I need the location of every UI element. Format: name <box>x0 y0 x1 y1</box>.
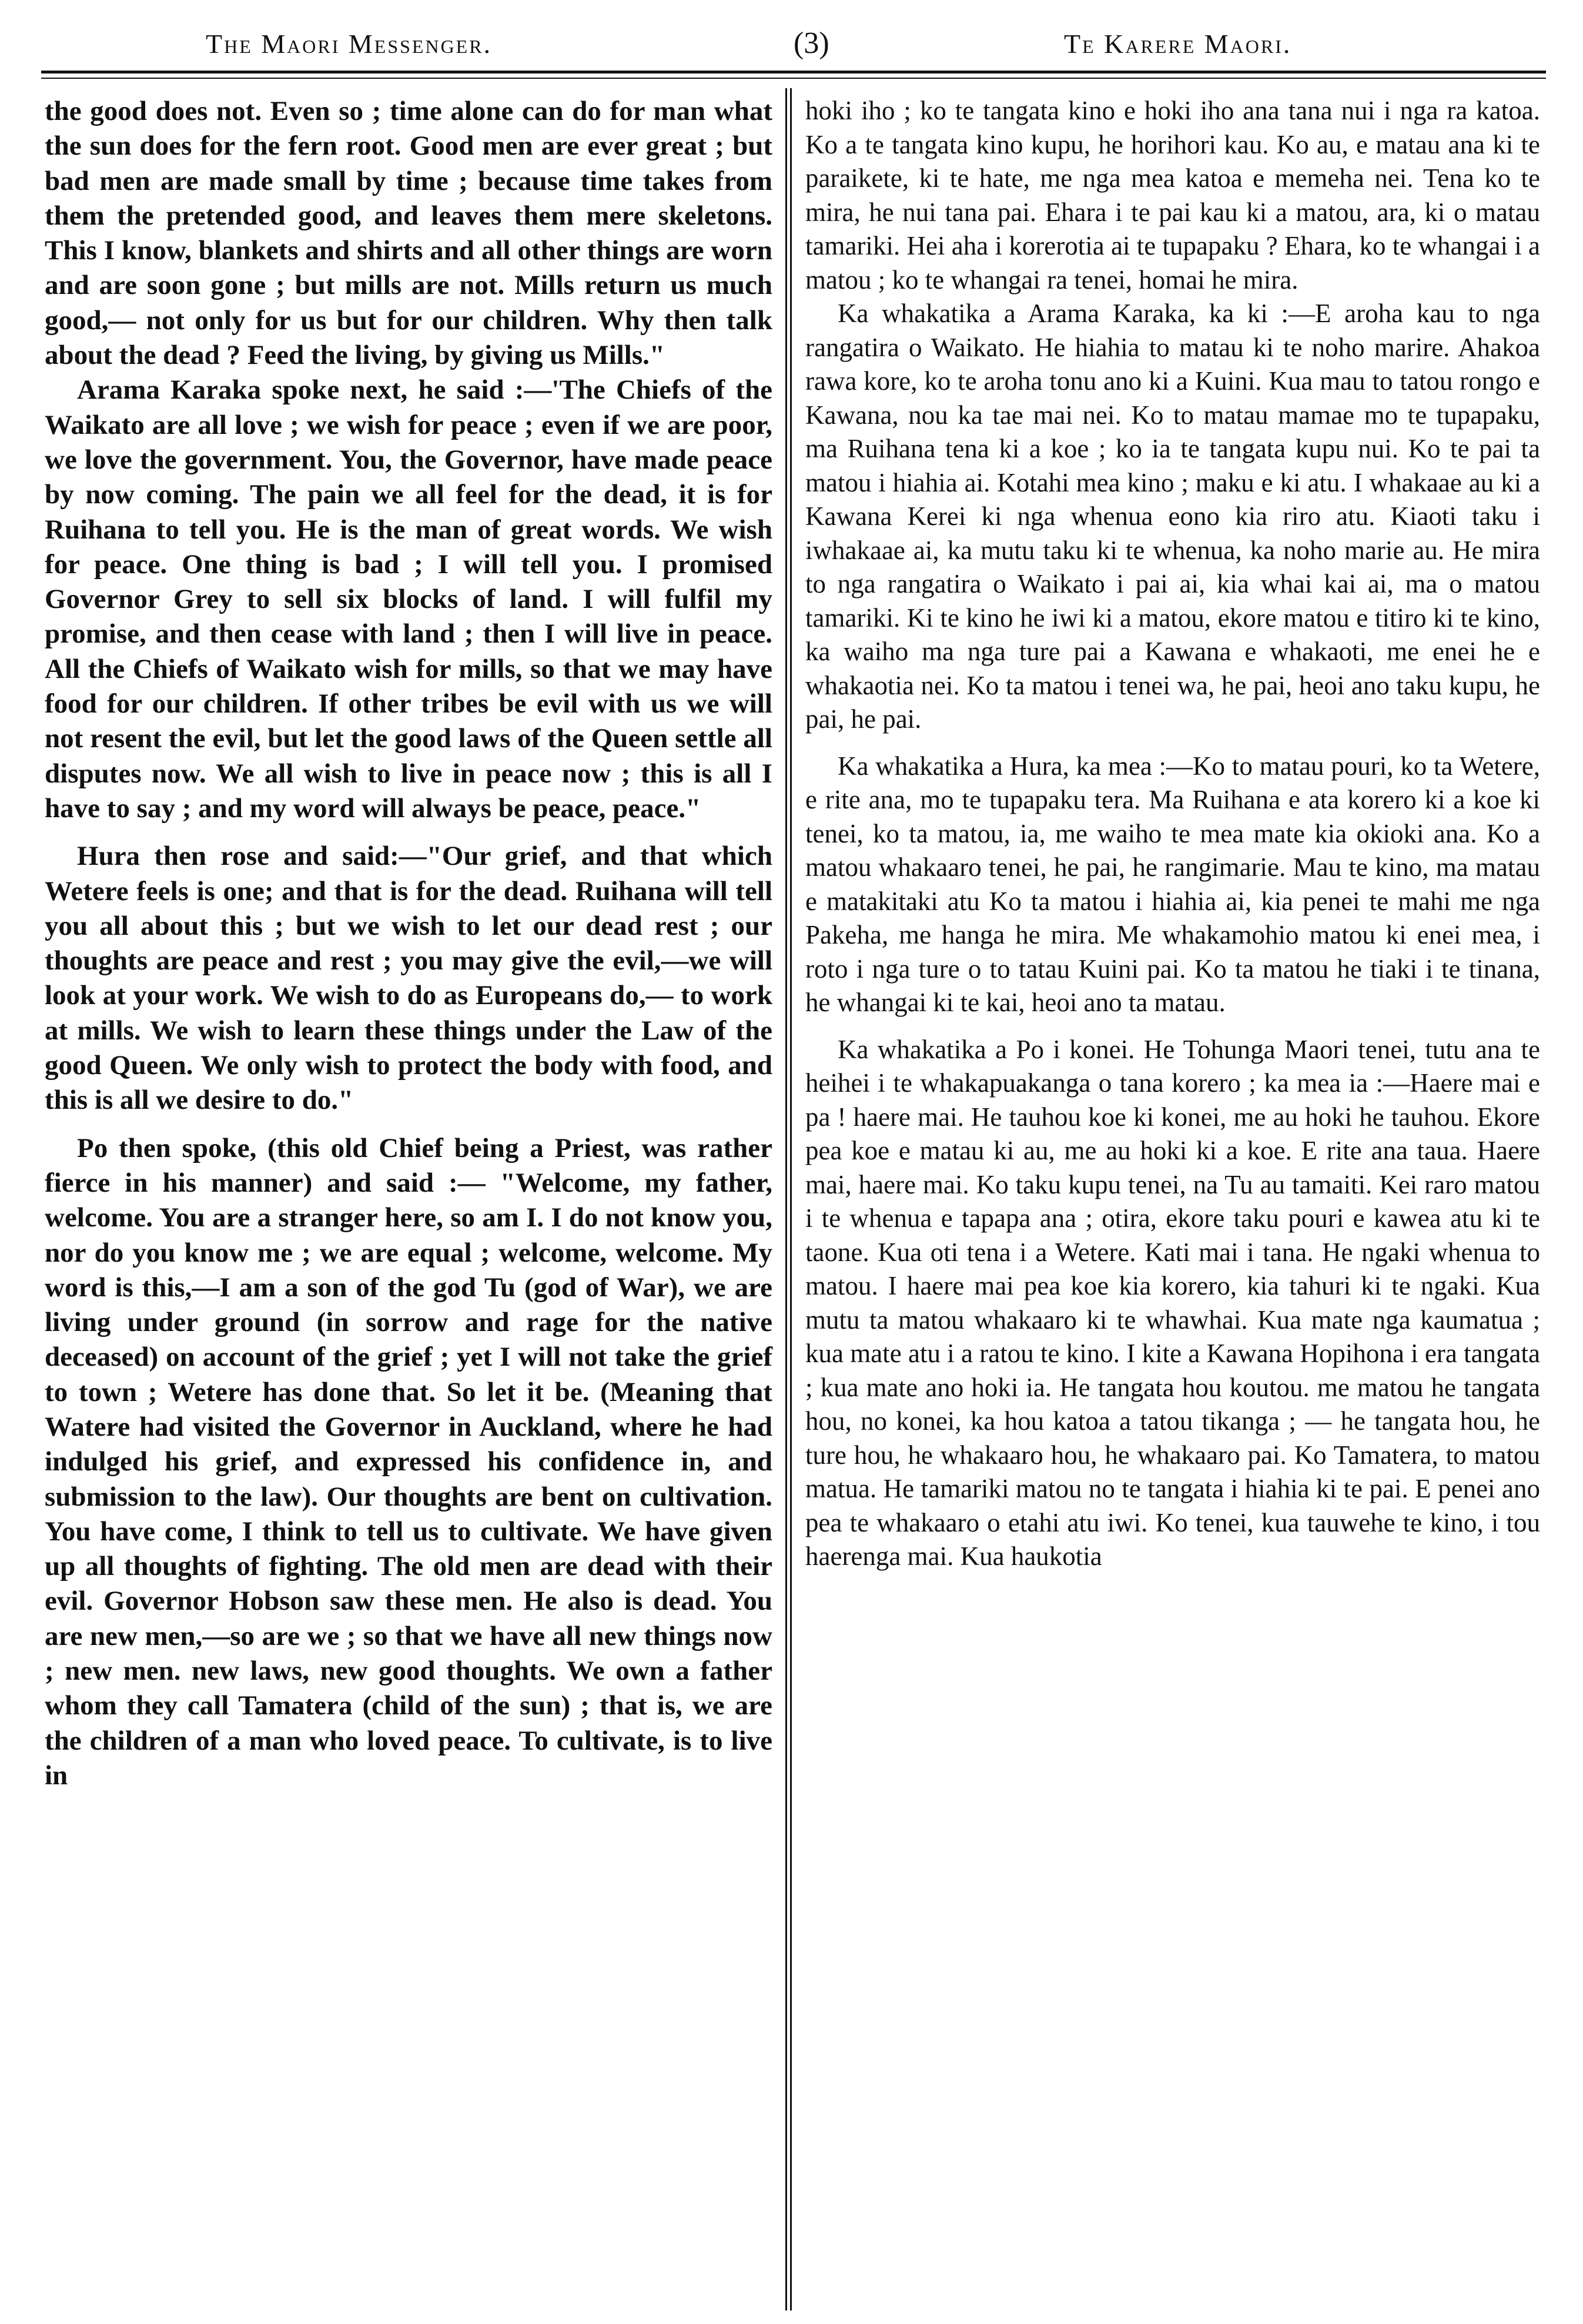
maori-column <box>805 94 1540 1574</box>
header-rule-thin <box>41 78 1546 79</box>
column-divider-left <box>785 88 787 2310</box>
paragraph-mira-korero: hoki iho ; ko te tangata kino e hoki iho ana tana nui i nga ra katoa. Ko a te tangata kino kupu, he horihori kau. Ko au, e matau ana ki te paraikete, ki te hate, me nga mea katoa e memeha nei. Tena ko te mira, he nui tana pai. Ehara i te pai kau ki a matou, ara, ki o matau tamariki. Hei aha i korerotia ai te tupapaku ? Ehara, ko te whangai i a matou ; ko te whangai ra tenei, homai he mira. <box>805 96 1540 295</box>
header-title-maori: Te Karere Maori. <box>1064 29 1292 59</box>
header-rule-thick <box>41 71 1546 73</box>
page-header <box>41 18 1546 65</box>
page-number: (3) <box>794 26 829 60</box>
paragraph-arama-karaka-maori: Ka whakatika a Arama Karaka, ka ki :—E aroha kau to nga rangatira o Waikato. He hiahia to matau ki te noho marire. Ahakoa rawa kore, ko te aroha tonu ano ki a Kuini. Kua mau to tatou rongo e Kawana, nou ka tae mai nei. Ko to matau mamae mo te tupapaku, ma Ruihana tena ki a koe ; ko ia te tangata kupu nui. Ko te pai ta matou i hiahia ai. Kotahi mea kino ; maku e ki atu. I whakaae au ki a Kawana Kerei ki nga whenua eono kia riro atu. Kiaoti taku i iwhakaae ai, ka mutu taku ki te whenua, ka noho marie au. He mira to nga rangatira o Waikato i pai ai, kia whai kai ai, ma o matou tamariki. Ki te kino he iwi ki a matou, ekore matou e titiro ki te kino, ka waiho ma nga ture pai a Kawana e whakaoti, me enei he e whakaotia nei. Ko ta matou i tenei wa, he pai, heoi ano taku kupu, he pai, he pai. <box>805 299 1540 734</box>
paragraph-mills-speech: the good does not. Even so ; time alone can do for man what the sun does for the fern root. Good men are ever great ; but bad men are made small by time ; because time takes from them the pretended good, and leaves them mere skeletons. This I know, blankets and shirts and all other things are worn and are soon gone ; but mills are not. Mills return us much good,— not only for us but for our children. Why then talk about the dead ? Feed the living, by giving us Mills." <box>45 96 772 371</box>
column-divider-right <box>790 88 792 2310</box>
english-column <box>45 94 772 1793</box>
paragraph-arama-karaka: Arama Karaka spoke next, he said :—'The Chiefs of the Waikato are all love ; we wish for peace ; even if we are poor, we love the government. You, the Governor, have made peace by now coming. The pain we all feel for the dead, it is for Ruihana to tell you. He is the man of great words. We wish for peace. One thing is bad ; I will tell you. I promised Governor Grey to sell six blocks of land. I will fulfil my promise, and then cease with land ; then I will live in peace. All the Chiefs of Waikato wish for mills, so that we may have food for our children. If other tribes be evil with us we will not resent the evil, but let the good laws of the Queen settle all disputes now. We all wish to live in peace now ; this is all I have to say ; and my word will always be peace, peace." <box>45 374 772 824</box>
paragraph-po-maori: Ka whakatika a Po i konei. He Tohunga Maori tenei, tutu ana te heihei i te whakapuakanga o tana korero ; ka mea ia :—Haere mai e pa ! haere mai. He tauhou koe ki konei, me au hoki he tauhou. Ekore pea koe e matau ki au, me au hoki ki a koe. E rite ana taua. Haere mai, haere mai. Ko taku kupu tenei, na Tu au tamaiti. Kei raro matou i te whenua e tapapa ana ; otira, ekore taku pouri e kawea atu ki te taone. Kua oti tena i a Wetere. Kati mai i tana. He ngaki whenua to matou. I haere mai pea koe kia korero, kia tahuri ki te ngaki. Kua mutu ta matou whakaaro ki te whawhai. Kua mate nga kaumatua ; kua mate atu i a ratou te kino. I kite a Kawana Hopihona i era tangata ; kua mate ano hoki ia. He tangata hou koutou. me matou he tangata hou, no konei, ka hou katoa a tatou tikanga ; — he tangata hou, he ture hou, he whakaaro hou, he whakaaro pai. Ko Tamatera, to matou matua. He tamariki matou no te tangata i hiahia ki te pai. E penei ano pea te whakaaro o etahi atu iwi. Ko tenei, kua tauwehe te kino, i tou haerenga mai. Kua haukotia <box>805 1034 1540 1571</box>
header-title-english: The Maori Messenger. <box>206 29 493 59</box>
paragraph-hura-maori: Ka whakatika a Hura, ka mea :—Ko to matau pouri, ko ta Wetere, e rite ana, mo te tupapaku tera. Ma Ruihana e ata korero ki a koe ki tenei, ko ta matou, ia, me waiho te mea mate kia okioki ana. Ko a matou whakaaro tenei, he pai, he rangimarie. Mau te kino, ma matau e matakitaki atu Ko ta matou i hiahia ai, kia penei te mahi me nga Pakeha, me hanga he mira. Me whakamohio matou ki enei mea, i roto i nga ture o to tatau Kuini pai. Ko ta matou he tiaki i te tinana, he whangai ki te kai, heoi ano ta matau. <box>805 751 1540 1017</box>
paragraph-hura: Hura then rose and said:—"Our grief, and that which Wetere feels is one; and that is for the dead. Ruihana will tell you all about this ; but we wish to let our dead rest ; our thoughts are peace and rest ; you may give the evil,—we will look at your work. We wish to do as Europeans do,— to work at mills. We wish to learn these things under the Law of the good Queen. We only wish to protect the body with food, and this is all we desire to do." <box>45 841 772 1116</box>
paragraph-po: Po then spoke, (this old Chief being a Priest, was rather fierce in his manner) and said :— "Welcome, my father, welcome. You are a stranger here, so am I. I do not know you, nor do you know me ; we are equal ; welcome, welcome. My word is this,—I am a son of the god Tu (god of War), we are living under ground (in sorrow and rage for the native deceased) on account of the grief ; yet I will not take the grief to town ; Wetere has done that. So let it be. (Meaning that Watere had visited the Governor in Auckland, where he had indulged his grief, and expressed his confidence in, and submission to the law). Our thoughts are bent on cultivation. You have come, I think to tell us to cultivate. We have given up all thoughts of fighting. The old men are dead with their evil. Governor Hobson saw these men. He also is dead. You are new men,—so are we ; so that we have all new things now ; new men. new laws, new good thoughts. We own a father whom they call Tamatera (child of the sun) ; that is, we are the children of a man who loved peace. To cultivate, is to live in <box>45 1132 772 1791</box>
